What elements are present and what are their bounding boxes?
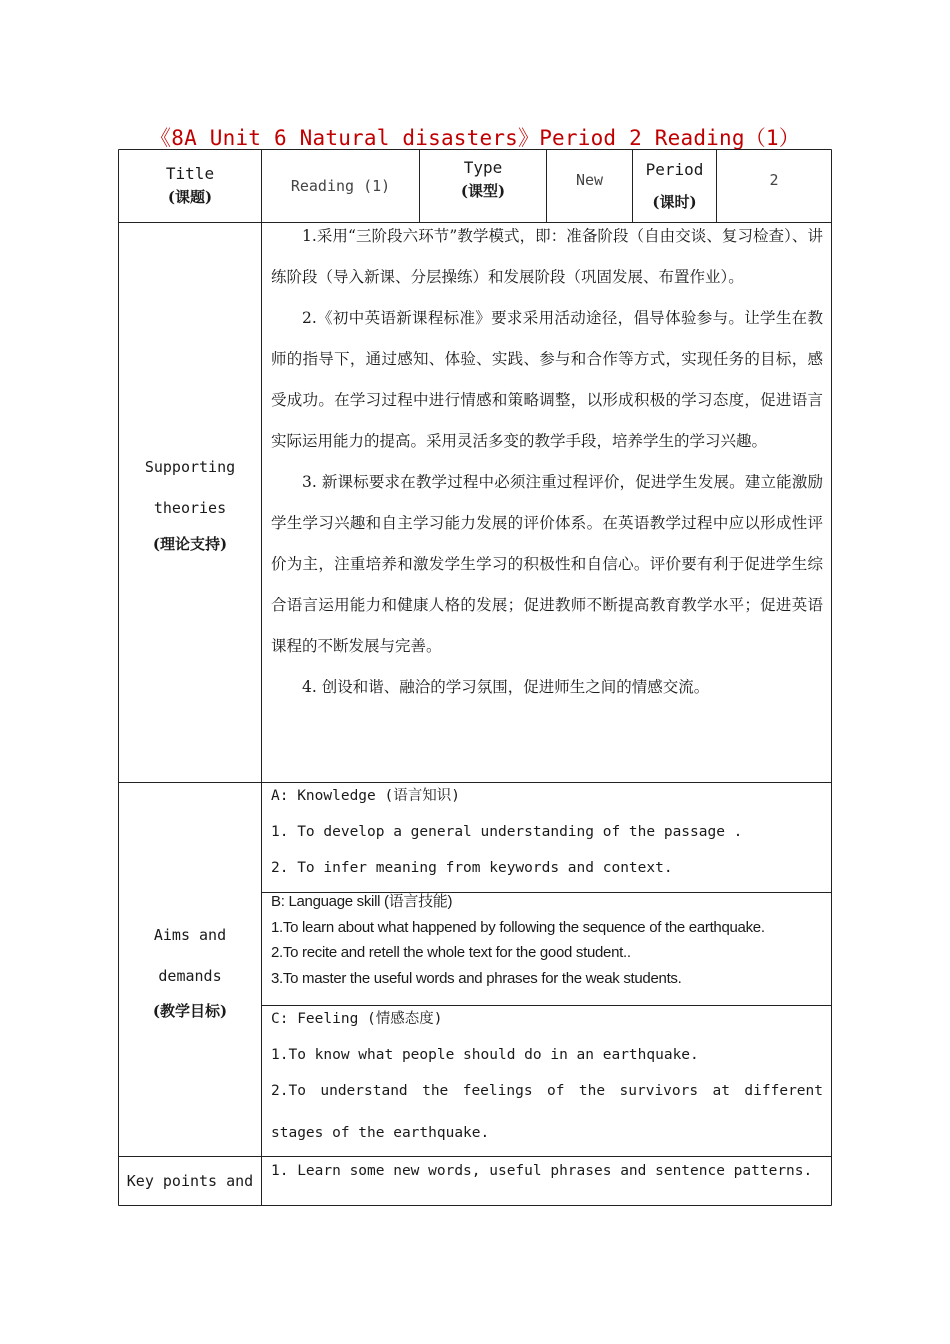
aims-label-line2: demands [158,966,222,985]
supporting-paragraph-1: 1.采用“三阶段六环节”教学模式，即：准备阶段（自由交谈、复习检查）、讲练阶段（导入新课、分层操练）和发展阶段（巩固发展、布置作业）。 [271,227,823,286]
key-points-label-cell [119,1157,261,1205]
title-label-cn: (课题) [167,188,213,206]
document-title: 《8A Unit 6 Natural disasters》Period 2 Reading（1） [150,126,800,150]
supporting-label-cn: (理论支持) [152,534,228,553]
skill-item-3: 3.To master the useful words and phrases for the weak students. [271,969,682,987]
supporting-paragraph-2: 2.《初中英语新课程标准》要求采用活动途径，倡导体验参与。让学生在教师的指导下，通过感知、体验、实践、参与和合作等方式，实现任务的目标，感受成功。在学习过程中进行情感和策略调整，以形成积极的学习态度，促进语言实际运用能力的提高。采用灵活多变的教学手段，培养学生的学习兴趣。 [271,309,823,450]
knowledge-item-2: 2. To infer meaning from keywords and context. [271,860,673,876]
period-label-cn: (课时) [652,193,697,211]
feeling-item-2: 2.To understand the feelings of the survivors at different stages of the earthquake. [271,1083,823,1141]
skill-heading: B: Language skill (语言技能) [271,893,453,910]
key-points-content [271,1153,823,1203]
title-label: Title [165,164,215,183]
supporting-paragraph-4: 4. 创设和谐、融洽的学习氛围，促进师生之间的情感交流。 [302,678,710,696]
period-label: Period [645,160,704,179]
type-value: New [575,171,604,189]
supporting-label-line1: Supporting [144,457,236,476]
aims-feeling-section [271,1001,823,1153]
aims-label-line1: Aims and [153,925,227,944]
key-points-item-1: 1. Learn some new words, useful phrases and sentence patterns. [271,1163,813,1179]
supporting-paragraph-3: 3. 新课标要求在教学过程中必须注重过程评价，促进学生发展。建立能激励学生学习兴趣和自主学习能力发展的评价体系。在英语教学过程中应以形成性评价为主，注重培养和激发学生学习的积极性和自信心。评价要有利于促进学生综合语言运用能力和健康人格的发展；促进教师不断提高教育教学水平；促进英语课程的不断发展与完善。 [271,473,823,655]
type-value-cell [547,150,632,210]
aims-label-cn: (教学目标) [152,1001,228,1020]
period-value-cell [717,150,831,210]
type-label-cn: (课型) [460,182,506,200]
supporting-label-line2: theories [153,498,227,517]
feeling-item-1: 1.To know what people should do in an earthquake. [271,1047,699,1063]
type-label: Type [463,158,503,177]
period-label-cell [633,150,716,222]
title-value-cell [262,150,419,222]
key-points-label: Key points and [126,1172,254,1190]
aims-label-cell [119,783,261,1156]
skill-item-2: 2.To recite and retell the whole text for the good student.. [271,944,631,961]
skill-item-1: 1.To learn about what happened by following the sequence of the earthquake. [271,918,765,936]
title-label-cell [119,150,261,222]
knowledge-heading: A: Knowledge (语言知识) [271,788,460,804]
knowledge-item-1: 1. To develop a general understanding of the passage . [271,824,743,840]
supporting-label-cell [119,223,261,782]
feeling-heading: C: Feeling (情感态度) [271,1011,443,1027]
supporting-content [271,216,823,776]
title-value: Reading (1) [290,177,391,195]
aims-knowledge-section [271,778,823,888]
aims-skill-section [271,889,827,1001]
type-label-cell [420,150,546,210]
period-value: 2 [769,171,779,189]
